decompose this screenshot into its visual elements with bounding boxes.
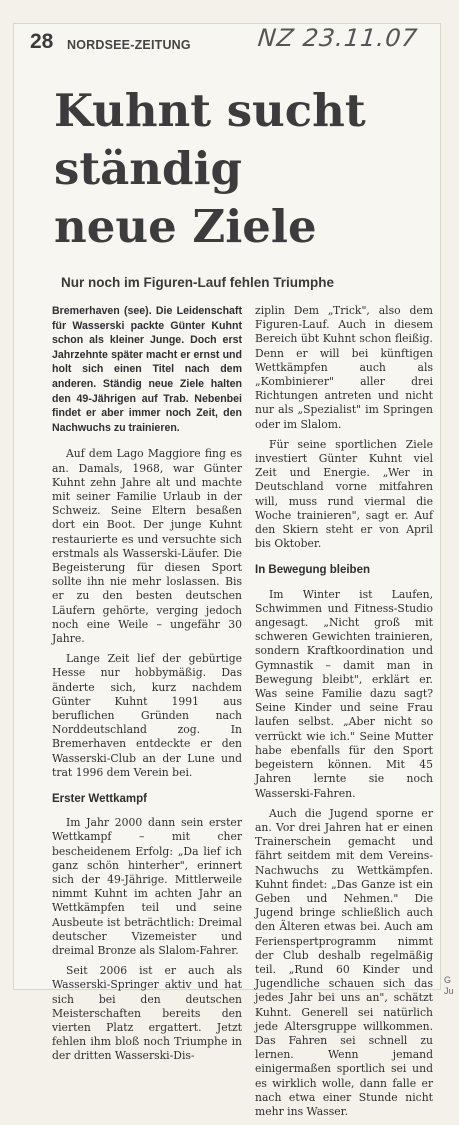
headline-line-2: ständig — [54, 142, 243, 195]
body-paragraph: Im Winter ist Laufen, Schwimmen und Fitness-Studio angesagt. „Nicht groß mit schweren Gewichten trainieren, sondern Kraftkoordination und Gymnastik – damit man in Bewegung bleibt", erklärt er. Was seine Familie dazu sagt? Seine Kinder und seine Frau laufen selbst. „Aber nicht so verrückt wie ich." Seine Mutter habe ebenfalls für den Sport begeistern können. Mit 45 Jahren lernte sie noch Wasserski-Fahren. — [255, 587, 433, 800]
body-paragraph: Im Jahr 2000 dann sein erster Wettkampf – mit cher bescheidenem Erfolg: „Da lief ich ganz schön hinterher", erinnert sich der 49-Jährige. Mittlerweile nimmt Kuhnt im achten Jahr an Wettkämpfen teil und seine Ausbeute ist beträchtlich: Dreimal deutscher Vizemeister und dreimal Bronze als Slalom-Fahrer. — [52, 816, 242, 958]
section-heading: Erster Wettkampf — [52, 793, 148, 806]
body-paragraph: Auf dem Lago Maggiore fing es an. Damals, 1968, war Günter Kuhnt zehn Jahre alt und machte mit seiner Familie Urlaub in der Schweiz. Seine Eltern besaßen dort ein Boot. Der junge Kuhnt restaurierte es und versuchte sich erstmals als Wasserski-Läufer. Die Begeisterung für diesen Sport sollte ihn nie mehr loslassen. Bis er zu den besten deutschen Läufern gehörte, verging jedoch noch eine Weile – ungefähr 30 Jahre. — [52, 447, 242, 645]
page-number: 28 — [30, 30, 54, 53]
cut-off-text-fragment: G Ju — [444, 975, 454, 996]
body-paragraph: Für seine sportlichen Ziele investiert Günter Kuhnt viel Zeit und Energie. „Wer in Deutschland vorne mitfahren will, muss rund viermal die Woche trainieren", sagt er. Auf den Skiern steht er von April bis Oktober. — [255, 437, 433, 551]
body-paragraph: Lange Zeit lief der gebürtige Hesse nur hobbymäßig. Das änderte sich, kurz nachdem Günter Kuhnt 1991 aus beruflichen Gründen nach Norddeutschland zog. In Bremerhaven entdeckte er den Wasserski-Club an der Lune und trat 1996 dem Verein bei. — [52, 652, 242, 779]
section-heading: In Bewegung bleiben — [255, 564, 371, 577]
article-column-right — [255, 304, 433, 1125]
body-paragraph: ziplin Dem „Trick", also dem Figuren-Lauf. Auch in diesem Bereich übt Kuhnt schon fleißig. Denn er will bei künftigen Wettkämpfen auch als „Kombinierer" aller drei Richtungen antreten und nicht nur als „Spezialist" im Springen oder im Slalom. — [255, 304, 433, 431]
newspaper-name: NORDSEE-ZEITUNG — [67, 38, 191, 52]
subheadline: Nur noch im Figuren-Lauf fehlen Triumphe — [61, 275, 335, 290]
body-paragraph: Auch die Jugend sporne er an. Vor drei Jahren hat er einen Trainerschein gemacht und fährt seitdem mit dem Vereins-Nachwuchs zu Wettkämpfen. Kuhnt findet: „Das Ganze ist ein Geben und Nehmen." Die Jugend bringe schließlich auch den Älteren etwas bei. Auch am Ferienspertprogramm nimmt der Club deshalb regelmäßig teil. „Rund 60 Kinder und Jugendliche schauen sich das jedes Jahr bei uns an", schätzt Kuhnt. Generell sei natürlich jede Altersgruppe willkommen. Das Fahren sei schnell zu lernen. Wenn jemand einigermaßen sportlich sei und es wirklich wolle, dann falle er nach etwa einer Stunde nicht mehr ins Wasser. — [255, 806, 433, 1118]
lead-paragraph: Bremerhaven (see). Die Leidenschaft für Wasserski packte Günter Kuhnt schon als kleiner Junge. Doch erst Jahrzehnte später macht er ernst und holt sich einen Titel nach dem anderen. Ständig neue Ziele halten den 49-Jährigen auf Trab. Nebenbei findet er aber immer noch Zeit, den Nachwuchs zu trainieren. — [52, 305, 242, 434]
article-column-left — [52, 304, 242, 1070]
headline — [54, 82, 366, 256]
handwritten-date-note: NZ 23.11.07 — [256, 24, 420, 52]
body-paragraph: Seit 2006 ist er auch als Wasserski-Springer aktiv und hat sich bei den deutschen Meisterschaften bereits den vierten Platz ergattert. Jetzt fehlen ihm bloß noch Triumphe in der dritten Wasserski-Dis- — [52, 964, 242, 1063]
headline-line-1: Kuhnt sucht — [54, 84, 366, 137]
headline-line-3: neue Ziele — [54, 200, 317, 253]
